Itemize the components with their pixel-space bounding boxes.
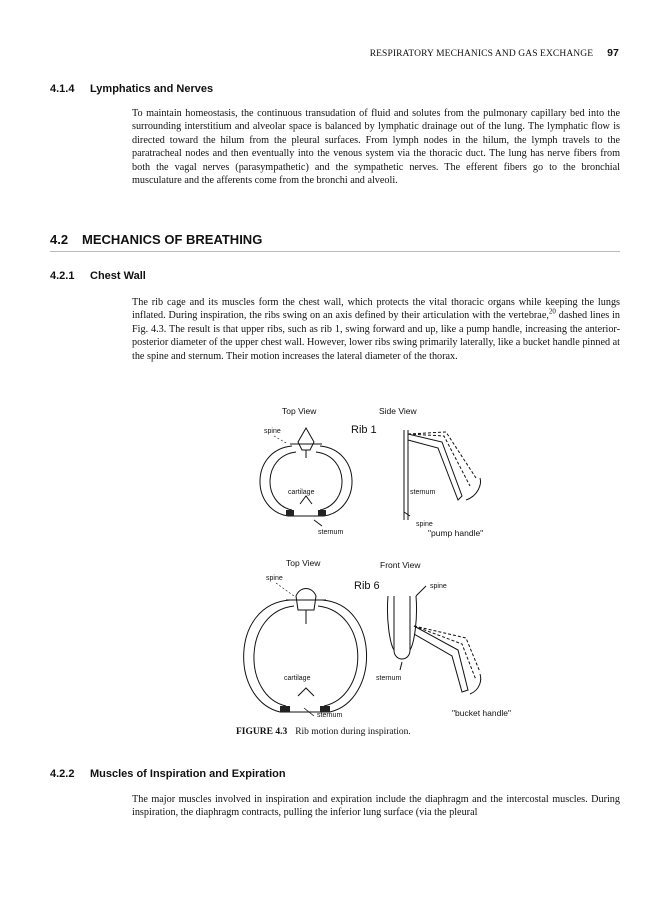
running-head-title: RESPIRATORY MECHANICS AND GAS EXCHANGE (369, 49, 594, 59)
label-spine-side: spine (416, 521, 433, 528)
rib1-side-view-drawing (404, 430, 480, 520)
label-sternum-side: sternum (410, 489, 436, 496)
label-front-view: Front View (380, 560, 421, 570)
heading-muscles-of-inspiration (50, 768, 286, 780)
running-head (370, 47, 619, 59)
label-rib-6: Rib 6 (354, 580, 380, 592)
label-spine-2: spine (266, 575, 283, 582)
paragraph-lymphatics: To maintain homeostasis, the continuous transudation of fluid and solutes from the pulmonary capillary bed into the surrounding interstitium and alveolar space is balanced by lymphatic drainage out of the lung. The lymphatic flow is directed toward the hilum from the pleural surfaces. From lymph nodes in the hilum, the lymph travels to the paratracheal nodes and then eventually into the venous system via the thoracic duct. The lung has nerve fibers from both the vagal nerves (parasympathetic) and the sympathetic nerves. The efferent fibers go to the bronchial musculature and the afferents come from the bronchi and alveoli. (132, 108, 620, 187)
section-title: MECHANICS OF BREATHING (82, 232, 263, 247)
section-number: 4.2.1 (50, 270, 75, 282)
label-sternum-2: sternum (317, 712, 343, 719)
section-title: Chest Wall (90, 270, 146, 282)
spine-leader-2 (276, 583, 294, 596)
rib6-front-view-drawing (387, 586, 480, 694)
heading-chest-wall (50, 270, 146, 282)
paragraph-chest-wall (132, 296, 620, 363)
figure-drawing (230, 400, 510, 720)
figure-number: FIGURE 4.3 (236, 727, 288, 737)
label-rib-1: Rib 1 (351, 424, 377, 436)
label-top-view-2: Top View (286, 558, 321, 568)
label-spine-front: spine (430, 583, 447, 590)
figure-rib-motion (230, 400, 510, 720)
label-top-view-1: Top View (282, 406, 317, 416)
paragraph-muscles: The major muscles involved in inspiration and expiration include the diaphragm and the intercostal muscles. During inspiration, the diaphragm contracts, pulling the inferior lung surface (via the pleural (132, 794, 620, 819)
paragraph-text-part1: The rib cage and its muscles form the chest wall, which protects the vital thoracic organs while keeping the lungs inflated. During inspiration, the ribs swing on an axis defined by their articulation with the vertebrae, (132, 297, 620, 322)
section-number: 4.2.2 (50, 768, 75, 780)
section-title: Muscles of Inspiration and Expiration (90, 768, 286, 780)
figure-caption (236, 727, 411, 737)
spine-leader-1 (274, 436, 288, 444)
rib6-top-view-drawing (244, 589, 367, 713)
rib1-top-view-drawing (260, 428, 352, 526)
page-number: 97 (607, 47, 619, 59)
label-cartilage-2: cartilage (284, 675, 311, 682)
label-spine-1: spine (264, 428, 281, 435)
section-number: 4.1.4 (50, 83, 75, 95)
label-pump-handle: "pump handle" (428, 528, 484, 538)
label-side-view: Side View (379, 406, 417, 416)
section-title: Lymphatics and Nerves (90, 83, 214, 95)
reference-superscript: 20 (548, 308, 556, 317)
paragraph-text-part2: dashed lines in Fig. 4.3. The result is that upper ribs, such as rib 1, swing forward and up, like a pump handle, increasing the anterior-posterior diameter of the upper chest wall. However, lower ribs swing primarily laterally, like a bucket handle pinned at the spine and sternum. Their motion increases the lateral diameter of the thorax. (132, 310, 620, 362)
heading-lymphatics-and-nerves (50, 83, 213, 95)
figure-caption-text: Rib motion during inspiration. (295, 727, 411, 737)
label-sternum-1: sternum (318, 529, 344, 536)
label-bucket-handle: "bucket handle" (452, 708, 511, 718)
heading-mechanics-of-breathing (50, 232, 620, 252)
section-number: 4.2 (50, 232, 69, 247)
label-cartilage-1: cartilage (288, 489, 315, 496)
label-sternum-front: sternum (376, 675, 402, 682)
